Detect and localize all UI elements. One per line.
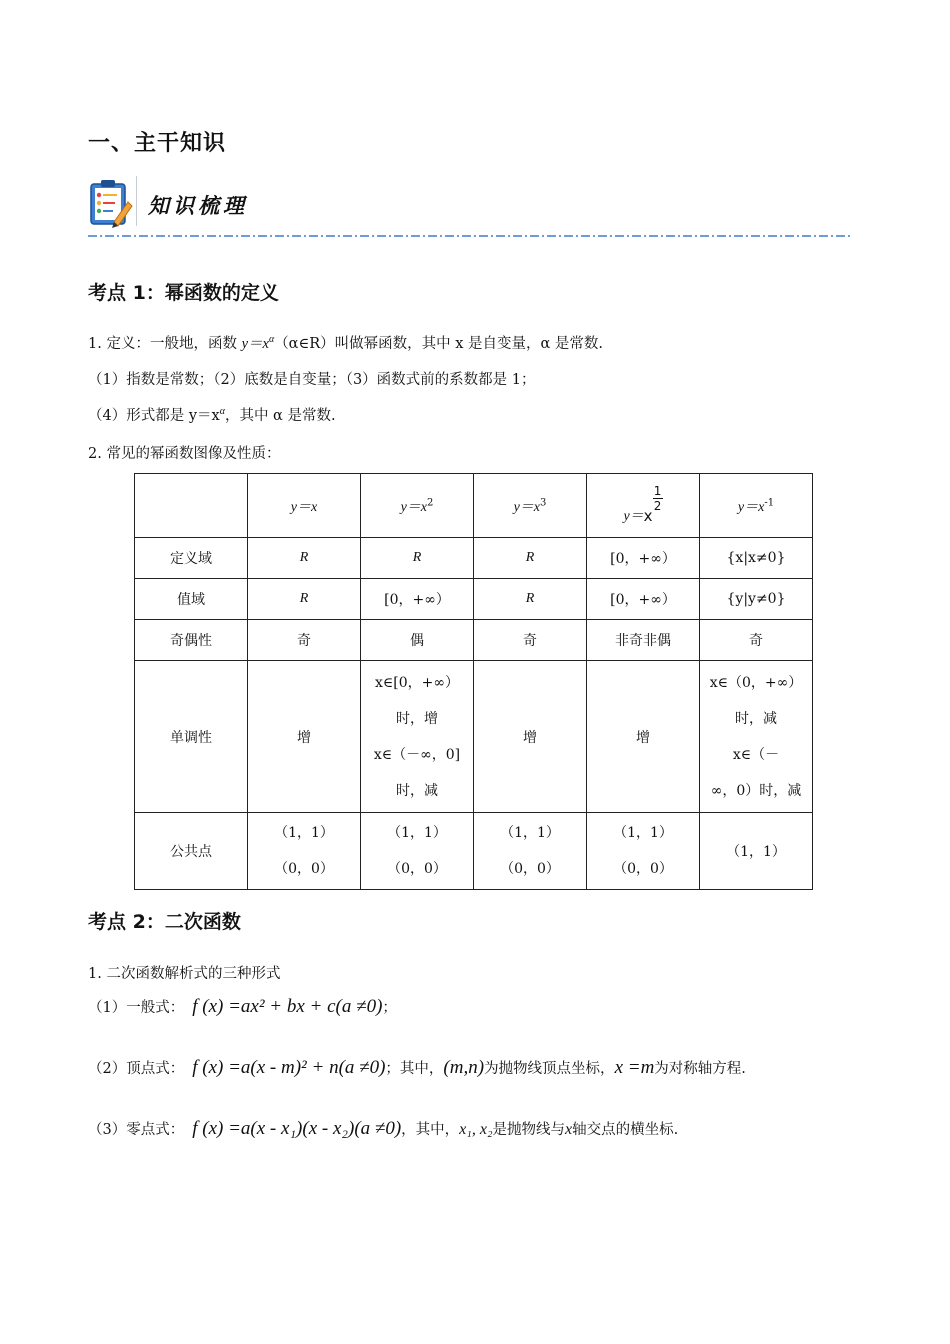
header-cell: $y=x^3$ [474, 474, 587, 538]
table-row [135, 538, 813, 579]
table-cell: R [248, 579, 361, 620]
table-row [135, 620, 813, 661]
table-cell: （1，1） （0，0） [361, 813, 474, 890]
dashed-divider [88, 234, 850, 238]
table-cell: 增 [474, 661, 587, 813]
table-cell: R [248, 538, 361, 579]
def-prefix: 1. 定义：一般地，函数 [88, 336, 242, 352]
banner-label: 知识梳理 [148, 193, 248, 218]
definition-line [88, 332, 603, 353]
property-line-2 [88, 404, 336, 425]
axis-equation: x =m [614, 1057, 655, 1078]
table-cell: 奇 [700, 620, 813, 661]
vertex-point: (m,n) [443, 1057, 485, 1078]
def-exponent: α [268, 334, 275, 346]
line3-exponent: α [219, 406, 225, 418]
row-label: 值域 [135, 579, 248, 620]
knowledge-banner [88, 176, 272, 228]
row-label: 定义域 [135, 538, 248, 579]
table-cell: 偶 [361, 620, 474, 661]
def-formula: y＝x [241, 336, 269, 352]
zero-formula: f (x) =a(x - x₁)(x - x₂)(a ≠0) [192, 1118, 402, 1139]
table-row [135, 579, 813, 620]
table-cell: [0，+∞） [587, 579, 700, 620]
table-cell: R [474, 579, 587, 620]
table-cell: 非奇非偶 [587, 620, 700, 661]
vertex-formula: f (x) =a(x - m)² + n(a ≠0) [192, 1057, 386, 1078]
table-cell: R [361, 538, 474, 579]
general-formula: f (x) =ax² + bx + c(a ≠0) [192, 996, 383, 1017]
table-cell: R [474, 538, 587, 579]
table-cell: 增 [587, 661, 700, 813]
header-cell: $y=x^2$ [361, 474, 474, 538]
def-condition: （α∈R） [274, 336, 335, 352]
table-cell: 奇 [474, 620, 587, 661]
table-cell: 奇 [248, 620, 361, 661]
header-cell: y＝x [248, 474, 361, 538]
header-empty [135, 474, 248, 538]
row-label: 公共点 [135, 813, 248, 890]
table-cell: x∈（0，+∞） 时，减 x∈（－ ∞，0）时，减 [700, 661, 813, 813]
x-axis-symbol: x [565, 1121, 573, 1138]
table-cell: {y|y≠0} [700, 579, 813, 620]
table-row-common-points [135, 813, 813, 890]
line3-prefix: （4）形式都是 y＝x [88, 408, 220, 424]
table-cell: （1，1） （0，0） [587, 813, 700, 890]
topic1-heading: 考点 1：幂函数的定义 [88, 282, 279, 304]
list-title: 2. 常见的幂函数图像及性质： [88, 446, 281, 462]
form-vertex: （2）顶点式： f (x) =a(x - m)² + n(a ≠0) ；其中， (m,n) 为抛物线顶点坐标， x =m 为对称轴方程. [88, 1057, 746, 1078]
property-line-1: （1）指数是常数；（2）底数是自变量；（3）函数式前的系数都是 1； [88, 372, 536, 388]
table-cell: 增 [248, 661, 361, 813]
power-function-table [134, 473, 813, 890]
table-cell: （1，1） （0，0） [474, 813, 587, 890]
header-cell: $y=x^{-1}$ [700, 474, 813, 538]
clipboard-checklist-icon [88, 178, 134, 228]
section-title: 一、主干知识 [88, 131, 227, 156]
quadratic-forms-title: 1. 二次函数解析式的三种形式 [88, 966, 281, 982]
form-general: （1）一般式： f (x) =ax² + bx + c(a ≠0) ； [88, 996, 397, 1017]
table-cell: x∈[0，+∞） 时，增 x∈（－∞，0] 时，减 [361, 661, 474, 813]
table-header-row [135, 474, 813, 538]
topic2-heading: 考点 2：二次函数 [88, 911, 241, 933]
line3-suffix: ，其中 α 是常数. [224, 408, 336, 424]
table-row-monotonicity [135, 661, 813, 813]
row-label: 奇偶性 [135, 620, 248, 661]
def-suffix: 叫做幂函数，其中 x 是自变量，α 是常数. [334, 336, 604, 352]
banner-divider [136, 176, 137, 226]
table-cell: {x|x≠0} [700, 538, 813, 579]
table-cell: [0，+∞） [587, 538, 700, 579]
header-cell: y＝ x 1 2 [587, 474, 700, 538]
table-cell: （1，1） （0，0） [248, 813, 361, 890]
roots: x₁, x₂ [459, 1121, 493, 1138]
row-label: 单调性 [135, 661, 248, 813]
table-cell: [0，+∞） [361, 579, 474, 620]
table-cell: （1，1） [700, 813, 813, 890]
form-zero: （3）零点式： f (x) =a(x - x₁)(x - x₂)(a ≠0) ，其中， x₁, x₂ 是抛物线与 x 轴交点的横坐标. [88, 1118, 679, 1139]
